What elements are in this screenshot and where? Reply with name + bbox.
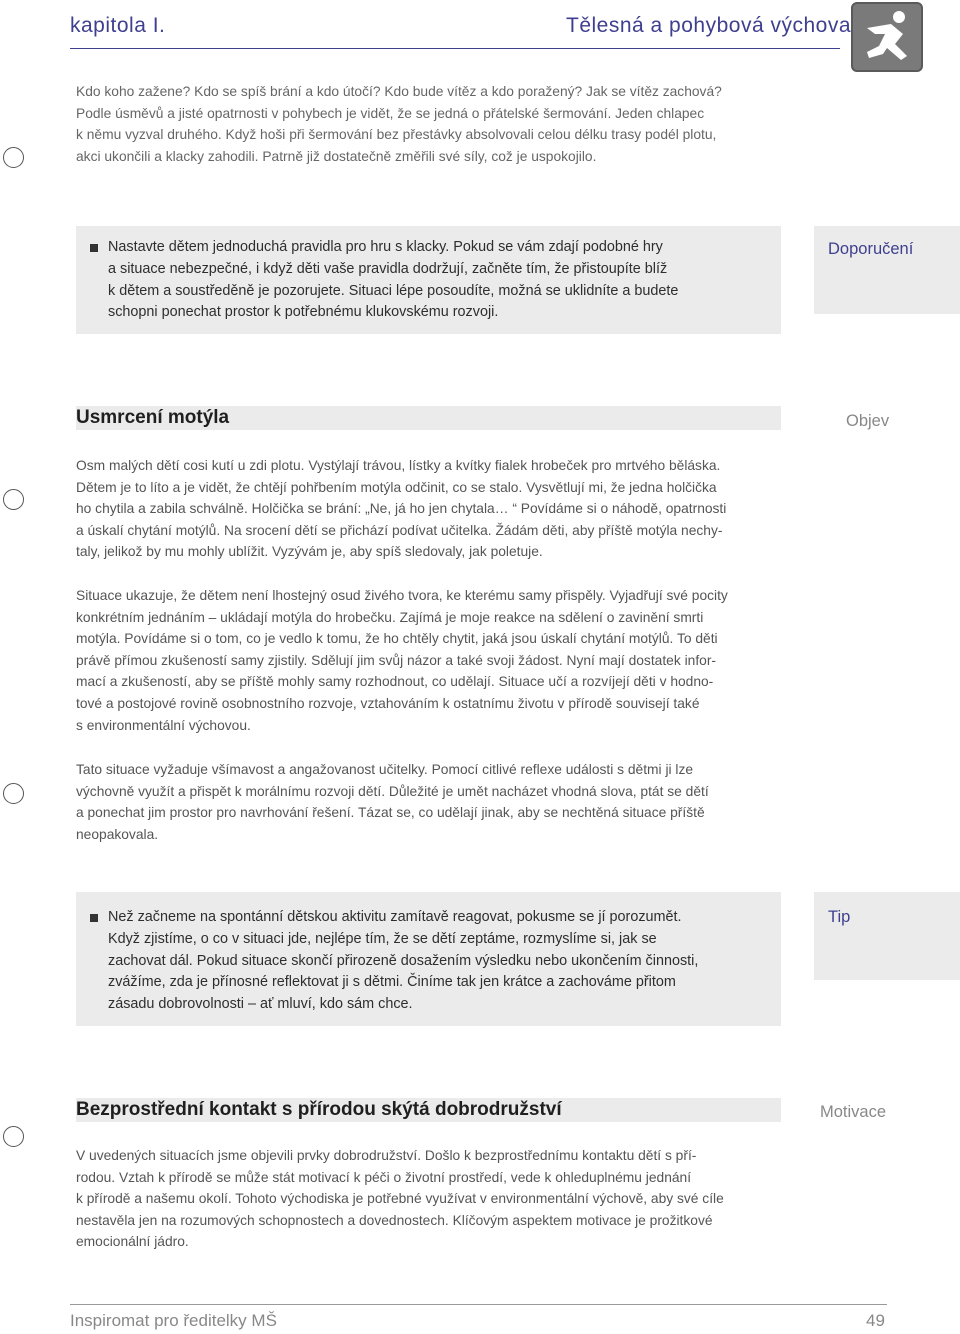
text-line: zachovat dál. Pokud situace skončí přirozeně dosažením výsledku nebo ukončením činnosti, [108, 952, 699, 969]
text-line: Když zjistíme, o co v situaci jde, nejlépe tím, že se dětí zeptáme, rozmyslíme si, jak se [108, 930, 657, 947]
text-line: výchovně využít a přispět k morálnímu rozvoji dětí. Důležité je umět nacházet vhodná slova, ptát se dětí [76, 783, 709, 799]
text-line: a ponechat jim prostor pro navrhování řešení. Tázat se, co udělají jinak, aby se nechtěná situace příště [76, 805, 705, 821]
text-line: konkrétním jednáním – ukládají motýla do hrobečku. Zajímá je moje reakce na sdělení o zavinění smrti [76, 609, 704, 625]
text-line: emocionální jádro. [76, 1234, 189, 1250]
text-line: Tato situace vyžaduje všímavost a angažovanost učitelky. Pomocí citlivé reflexe události s dětmi ji lze [76, 762, 694, 777]
footer-rule [70, 1304, 887, 1305]
footer-title: Inspiromat pro ředitelky MŠ [70, 1311, 277, 1330]
binder-hole [3, 147, 24, 168]
tip-label-box [814, 892, 960, 980]
tip-label: Tip [828, 908, 851, 926]
text-line: zvážíme, zda je přínosné reflektovat ji s dětmi. Činíme tak jen krátce a zachováme přitom [108, 974, 676, 991]
bullet-icon [90, 914, 98, 922]
binder-hole [3, 489, 24, 510]
page-number: 49 [866, 1311, 885, 1330]
text-line: a situace nebezpečné, i když děti vaše pravidla dodržují, začněte tím, že přistoupíte blíž [108, 260, 668, 277]
section-side-label: Objev [846, 412, 890, 430]
text-line: Než začneme na spontánní dětskou aktivitu zamítavě reagovat, pokusme se jí porozumět. [108, 909, 682, 925]
tip-box [76, 892, 781, 1026]
section-paragraph [76, 455, 781, 563]
section-paragraph [76, 1145, 781, 1253]
text-line: Nastavte dětem jednoduchá pravidla pro hru s klacky. Pokud se vám zdají podobné hry [108, 239, 663, 255]
text-line: právě přímou zkušeností samy zjistily. Sdělují jim svůj názor a také svoji žádost. Nyní mají dostatek infor- [76, 652, 717, 668]
text-line: k dětem a soustředěně je pozorujete. Situaci lépe posoudíte, možná se uklidníte a budete [108, 282, 679, 299]
section-heading-bar [76, 1098, 781, 1122]
section-heading: Bezprostřední kontakt s přírodou skýtá dobrodružství [76, 1099, 562, 1120]
intro-paragraph [76, 81, 781, 167]
text-line: Situace ukazuje, že dětem není lhostejný osud živého tvora, ke kterému samy přispěly. Vyjadřují své pocity [76, 588, 728, 603]
binder-hole [3, 1126, 24, 1147]
header-rule [70, 48, 840, 49]
recommendation-label: Doporučení [828, 240, 914, 258]
section-heading: Usmrcení motýla [76, 407, 230, 428]
text-line: Kdo koho zažene? Kdo se spíš brání a kdo útočí? Kdo bude vítěz a kdo poražený? Jak se vítěz zachová? [76, 84, 722, 99]
text-line: nestavěla jen na rozumových schopnostech a dovednostech. Klíčovým aspektem motivace je prožitkové [76, 1212, 713, 1228]
binder-hole [3, 783, 24, 804]
text-line: s environmentální výchovou. [76, 717, 251, 733]
bullet-icon [90, 244, 98, 252]
text-line: ho chytila a zabila schválně. Holčička se brání: „Ne, já ho jen chytala… “ Povídáme si o náhodě, opatrnosti [76, 501, 727, 517]
chapter-label: kapitola I. [70, 14, 166, 37]
text-line: schopni ponechat prostor k potřebnému klukovskému rozvoji. [108, 304, 499, 321]
text-line: akci ukončili a klacky zahodili. Patrně již dostatečně změřili své síly, což je uspokojilo. [76, 148, 597, 164]
text-line: zásadu dobrovolnosti – ať mluví, kdo sám chce. [108, 996, 413, 1013]
text-line: a úskalí chytání motýlů. Na srocení dětí se přichází podívat učitelka. Žádám děti, aby příště motýla nechy- [76, 522, 723, 538]
text-line: taly, jelikož by mu mohly ublížit. Vyzývám je, aby spíš sledovaly, jak poletuje. [76, 544, 543, 560]
text-line: neopakovala. [76, 826, 159, 842]
text-line: k přírodě a našemu okolí. Tohoto východiska je potřebné využívat v environmentální výchově, aby své cíle [76, 1191, 724, 1207]
running-figure-icon [851, 2, 923, 72]
section-side-label: Motivace [820, 1103, 887, 1121]
text-line: k němu vyzval druhého. Když hoši při šermování bez přestávky absolvovali celou délku trasy podél plotu, [76, 127, 717, 143]
chapter-title: Tělesná a pohybová výchova [566, 14, 852, 37]
section-paragraph [76, 585, 781, 736]
text-line: Podle úsměvů a jisté opatrnosti v pohybech je vidět, že se jedná o přátelské šermování. Jeden chlapec [76, 105, 705, 121]
text-line: V uvedených situacích jsme objevili prvky dobrodružství. Došlo k bezprostřednímu kontaktu dětí s pří- [76, 1148, 697, 1163]
text-line: Osm malých dětí cosi kutí u zdi plotu. Vystýlají trávou, lístky a kvítky fialek hrobeček pro mrtvého běláska. [76, 458, 721, 473]
section-paragraph [76, 759, 781, 845]
recommendation-box [76, 226, 781, 334]
text-line: Dětem je to líto a je vidět, že chtějí pohřbením motýla odčinit, co se stalo. Vysvětlují mi, že jedna holčička [76, 479, 717, 495]
recommendation-label-box [814, 226, 960, 314]
text-line: rodou. Vztah k přírodě se může stát motivací k péči o životní prostředí, vede k ohleduplnému jednání [76, 1169, 692, 1185]
text-line: mací a zkušeností, aby se příště mohly samy rozhodnout, co udělají. Situace učí a rozvíjejí děti v hodno- [76, 674, 714, 690]
section-heading-bar [76, 406, 781, 430]
text-line: tové a postojové rovině osobnostního rozvoje, vztahováním k ostatnímu životu v přírodě souvisejí také [76, 695, 700, 711]
text-line: motýla. Povídáme si o tom, co je vedlo k tomu, že ho chtěly chytit, jaká jsou úskalí chytání motýlů. To děti [76, 631, 718, 647]
